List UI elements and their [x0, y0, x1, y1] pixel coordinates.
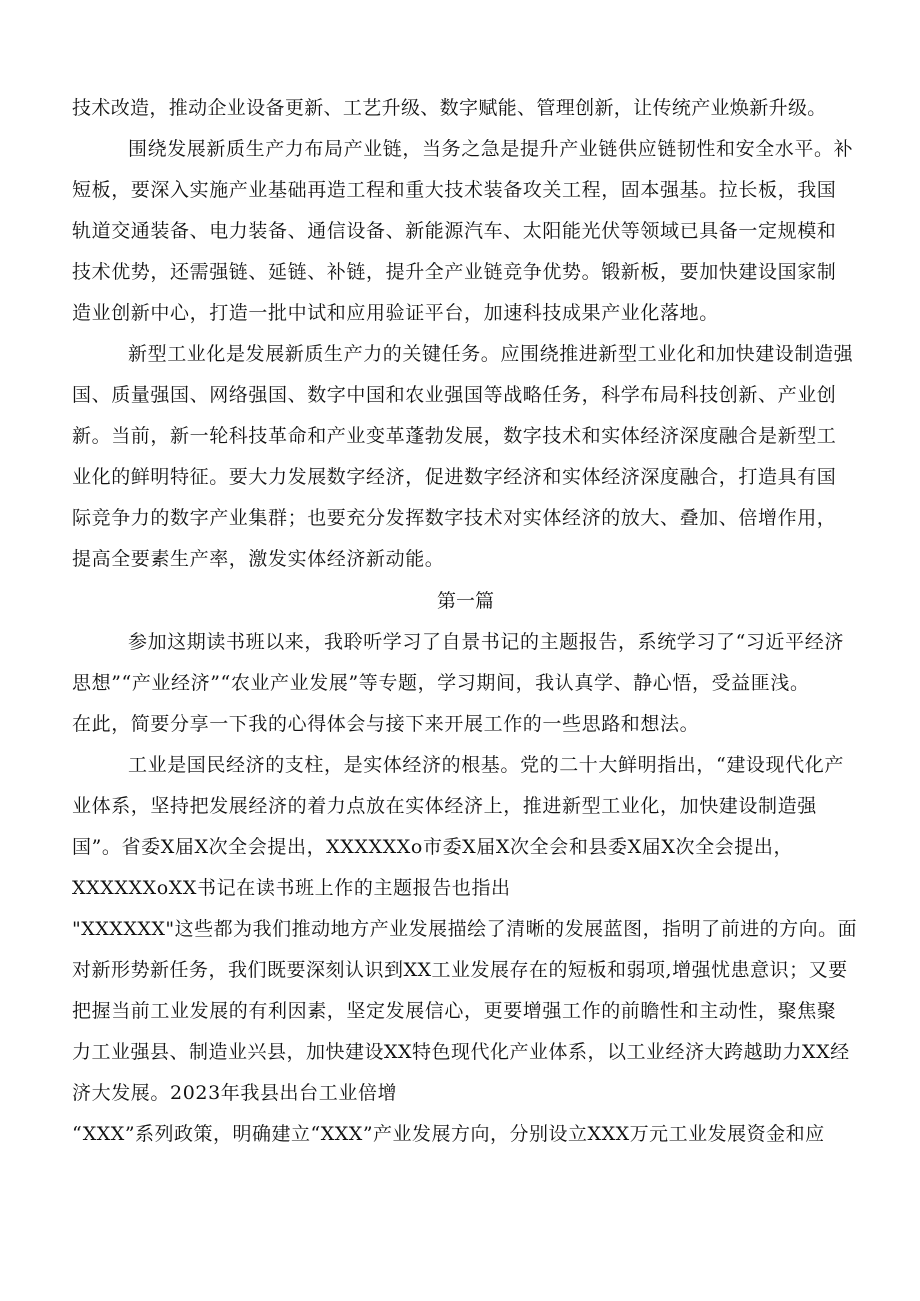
text-line: 技术优势，还需强链、延链、补链，提升全产业链竞争优势。锻新板，要加快建设国家制 — [72, 261, 837, 283]
text-line: 参加这期读书班以来，我聆听学习了自景书记的主题报告，系统学习了“习近平经济 — [128, 631, 844, 653]
text-line: 围绕发展新质生产力布局产业链，当务之急是提升产业链供应链韧性和安全水平。补 — [128, 138, 854, 160]
text-line: 业体系，坚持把发展经济的着力点放在实体经济上，推进新型工业化，加快建设制造强 — [72, 795, 817, 817]
text-line: 新型工业化是发展新质生产力的关键任务。应围绕推进新型工业化和加快建设制造强 — [128, 343, 854, 365]
text-line: 济大发展。2023年我县出台工业倍增 — [72, 1082, 398, 1104]
text-line: 提高全要素生产率，激发实体经济新动能。 — [72, 548, 445, 570]
text-line: 短板，要深入实施产业基础再造工程和重大技术装备攻关工程，固本强基。拉长板，我国 — [72, 179, 837, 201]
text-line: 造业创新中心，打造一批中试和应用验证平台，加速科技成果产业化落地。 — [72, 302, 719, 324]
text-line: "XXXXXX"这些都为我们推动地方产业发展描绘了清晰的发展蓝图，指明了前进的方向。面 — [72, 918, 858, 940]
text-line: 技术改造，推动企业设备更新、工艺升级、数字赋能、管理创新，让传统产业焕新升级。 — [72, 97, 827, 119]
section-heading: 第一篇 — [437, 590, 495, 612]
text-line: 国、质量强国、网络强国、数字中国和农业强国等战略任务，科学布局科技创新、产业创 — [72, 384, 837, 406]
text-line: 对新形势新任务，我们既要深刻认识到XX工业发展存在的短板和弱项,增强忧患意识；又要 — [72, 959, 848, 981]
text-line: 新。当前，新一轮科技革命和产业变革蓬勃发展，数字技术和实体经济深度融合是新型工 — [72, 425, 837, 447]
text-line: XXXXXXoXX书记在读书班上作的主题报告也指出 — [72, 877, 511, 899]
text-line: 力工业强县、制造业兴县，加快建设XX特色现代化产业体系，以工业经济大跨越助力XX经 — [72, 1041, 850, 1063]
text-line: 轨道交通装备、电力装备、通信设备、新能源汽车、太阳能光伏等领域已具备一定规模和 — [72, 220, 837, 242]
text-line: 在此，简要分享一下我的心得体会与接下来开展工作的一些思路和想法。 — [72, 713, 700, 735]
text-line: 思想”“产业经济”“农业产业发展”等专题，学习期间，我认真学、静心悟，受益匪浅。 — [72, 672, 810, 694]
text-line: 际竞争力的数字产业集群；也要充分发挥数字技术对实体经济的放大、叠加、倍增作用， — [72, 507, 837, 529]
text-line: 业化的鲜明特征。要大力发展数字经济，促进数字经济和实体经济深度融合，打造具有国 — [72, 466, 837, 488]
text-line: 把握当前工业发展的有利因素，坚定发展信心，更要增强工作的前瞻性和主动性，聚焦聚 — [72, 1000, 837, 1022]
text-line: 工业是国民经济的支柱，是实体经济的根基。党的二十大鲜明指出，“建设现代化产 — [128, 754, 844, 776]
text-line: “XXX”系列政策，明确建立“XXX”产业发展方向，分别设立XXX万元工业发展资金和应 — [72, 1123, 825, 1145]
text-line: 国”。省委X届X次全会提出，XXXXXXo市委X届X次全会和县委X届X次全会提出， — [72, 836, 794, 858]
